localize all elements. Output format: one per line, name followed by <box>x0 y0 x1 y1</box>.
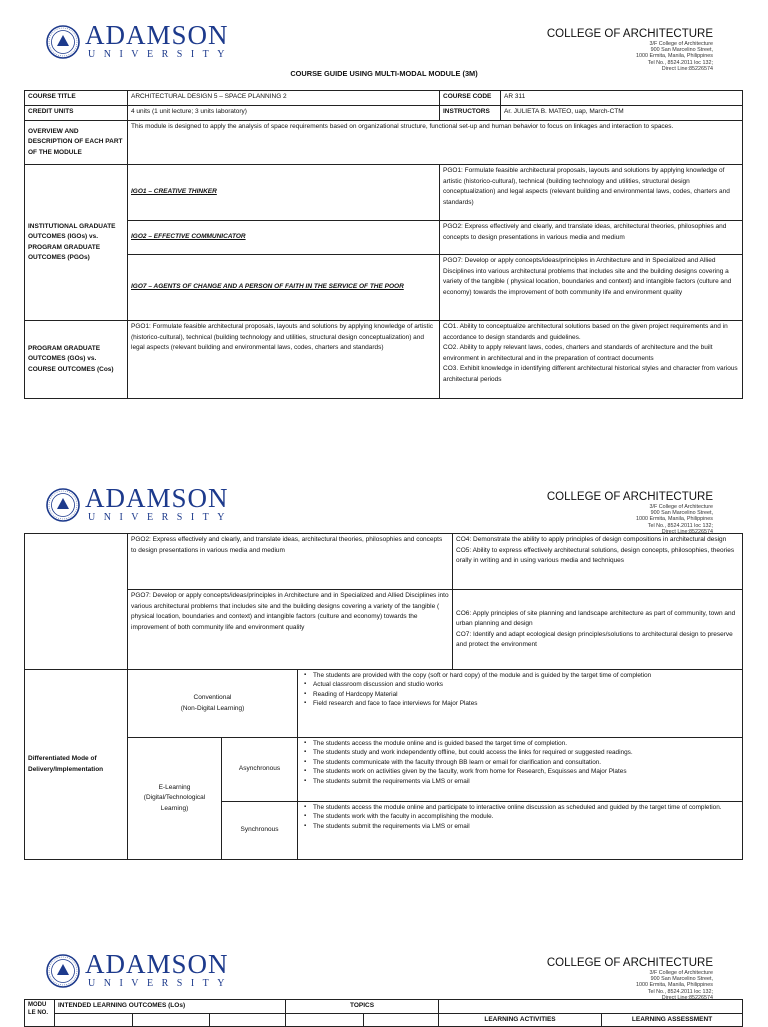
blank-label-cell <box>25 534 128 670</box>
address-line: 900 San Marcelino Street, <box>650 510 713 517</box>
co-line: CO6: Apply principles of site planning and landscape architecture as part of community, town and urban planning and design <box>456 609 736 627</box>
co-line: CO4: Demonstrate the ability to apply principles of design compositions in architectural design <box>456 536 727 543</box>
assessment-header: LEARNING ASSESSMENT <box>602 1013 743 1027</box>
conventional-sublabel: (Non-Digital Learning) <box>180 704 245 712</box>
list-item: ▪ The students submit the requirements via LMS or email <box>313 777 739 786</box>
address-line: 900 San Marcelino Street, <box>650 976 713 983</box>
address-line: 1000 Ermita, Manila, Philippines <box>635 982 713 989</box>
blank-cell <box>210 1013 286 1027</box>
list-item: ▪ The students access the module online and is guided based the target time of completion. <box>313 739 739 748</box>
course-outcomes <box>453 534 743 590</box>
address-line: Tel No., 8524.2011 loc 132; <box>647 988 713 995</box>
credit-units-label: CREDIT UNITS <box>25 106 128 121</box>
blank-header-cell <box>439 1000 743 1014</box>
module-no-header: MODU LE NO. <box>25 1000 55 1027</box>
list-item: ▪ The students work on activities given by the faculty, work from home for Research, Esquisses and Major Plates <box>313 767 739 776</box>
course-code-label: COURSE CODE <box>440 91 501 106</box>
logo-name: ADAMSON <box>85 20 229 50</box>
sync-list <box>301 803 739 831</box>
pgo-text: PGO7: Develop or apply concepts/ideas/principles in Architecture and in Specialized and Allied Disciplines into various architectural problems that includes site and the building designs covering a variety of the tangible ( physical location, boundaries and context) and intangible factors (culture and economy) towards the improvement of both community life and environment quality <box>128 590 453 670</box>
pgo-text: PGO2: Express effectively and clearly, and translate ideas, architectural theories, philosophies and concepts to design presentations in various media and medium <box>128 534 453 590</box>
sync-label: Synchronous <box>222 802 298 860</box>
conventional-label: Conventional <box>193 694 232 701</box>
address-line: 900 San Marcelino Street, <box>650 47 713 54</box>
document-title: COURSE GUIDE USING MULTI-MODAL MODULE (3M) <box>290 69 478 78</box>
blank-cell <box>364 1013 439 1027</box>
course-title-label: COURSE TITLE <box>25 91 128 106</box>
overview-text: This module is designed to apply the analysis of space requirements based on organizational structure, functional set-up and human behavior to focus on linkages and interaction to spaces. <box>128 121 743 165</box>
address-line: Direct Line:85226574 <box>661 65 713 72</box>
los-header: INTENDED LEARNING OUTCOMES (LOs) <box>55 1000 286 1014</box>
co-line: CO2. Ability to apply relevant laws, codes, charters and standards of architecture and the built environment in architectural and in the preparation of contract documents <box>443 344 713 362</box>
instructors-value: Ar. JULIETA B. MATEO, uap, March-CTM <box>501 106 743 121</box>
conventional-cell <box>128 670 298 738</box>
igo-cell <box>128 221 440 255</box>
course-outcomes <box>440 321 743 399</box>
address-line: 3/F College of Architecture <box>649 504 713 510</box>
activities-header: LEARNING ACTIVITIES <box>439 1013 602 1027</box>
list-item: ▪ The students submit the requirements via LMS or email <box>313 822 739 831</box>
igo-title: IGO1 – CREATIVE THINKER <box>131 188 217 196</box>
igo-title: IGO7 – AGENTS OF CHANGE AND A PERSON OF FAITH IN THE SERVICE OF THE POOR <box>131 283 404 291</box>
college-name: COLLEGE OF ARCHITECTURE <box>546 957 713 969</box>
college-block <box>547 957 713 1001</box>
sync-list-cell <box>298 802 743 860</box>
pgo-co-label: PROGRAM GRADUATE OUTCOMES (GOs) vs. COURSE OUTCOMES (Cos) <box>25 321 128 399</box>
list-item: ▪ Actual classroom discussion and studio works <box>313 680 739 689</box>
async-list-cell <box>298 738 743 802</box>
logo-name: ADAMSON <box>85 483 229 513</box>
igo-cell <box>128 165 440 221</box>
pgo-text: PGO1: Formulate feasible architectural proposals, layouts and solutions by applying knowledge of artistic (historico-cultural), technical (building technology and utilities, structural design conceptualization) and legal aspects (relevant building and environmental laws, codes, charters and standards) <box>128 321 440 399</box>
address-line: Tel No., 8524.2011 loc 132; <box>647 522 713 529</box>
course-outcomes <box>453 590 743 670</box>
conventional-list <box>301 671 739 709</box>
list-item: ▪ Reading of Hardcopy Material <box>313 690 739 699</box>
igo-title: IGO2 – EFFECTIVE COMMUNICATOR <box>131 233 246 241</box>
college-block <box>547 28 713 72</box>
course-title-value: ARCHITECTURAL DESIGN 5 – SPACE PLANNING 2 <box>128 91 440 106</box>
blank-cell <box>286 1013 364 1027</box>
pgo-text: PGO2: Express effectively and clearly, and translate ideas, architectural theories, philosophies and concepts to design presentations in various media and medium <box>440 221 743 255</box>
overview-label: OVERVIEW AND DESCRIPTION OF EACH PART OF THE MODULE <box>25 121 128 165</box>
list-item: ▪ Field research and face to face interviews for Major Plates <box>313 699 739 708</box>
logo-subtitle: UNIVERSITY <box>88 49 233 60</box>
course-code-value: AR 311 <box>501 91 743 106</box>
credit-units-value: 4 units (1 unit lecture; 3 units laboratory) <box>128 106 440 121</box>
blank-cell <box>55 1013 133 1027</box>
address-line: Direct Line:85226574 <box>661 994 713 1001</box>
list-item: ▪ The students access the module online and participate to interactive online discussion as scheduled and guided by the target time of completion. <box>313 803 739 812</box>
address-line: Direct Line:85226574 <box>661 528 713 535</box>
logo-name: ADAMSON <box>85 949 229 979</box>
logo-subtitle: UNIVERSITY <box>88 512 233 523</box>
page1-header <box>0 15 768 75</box>
list-item: ▪ The students work with the faculty in accomplishing the module. <box>313 812 739 821</box>
igo-label: INSTITUTIONAL GRADUATE OUTCOMES (IGOs) vs. PROGRAM GRADUATE OUTCOMES (PGOs) <box>25 165 128 321</box>
list-item: ▪ The students are provided with the copy (soft or hard copy) of the module and is guided by the target time of completion <box>313 671 739 680</box>
instructors-label: INSTRUCTORS <box>440 106 501 121</box>
elearning-label: E-Learning (Digital/Technological Learning) <box>128 738 222 860</box>
delivery-label: Differentiated Mode of Delivery/Implementation <box>25 670 128 860</box>
college-name: COLLEGE OF ARCHITECTURE <box>546 28 713 40</box>
university-seal-icon <box>46 25 80 59</box>
co-line: CO3. Exhibit knowledge in identifying different architectural historical styles and character from various architectural periods <box>443 365 738 383</box>
address-line: 3/F College of Architecture <box>649 970 713 976</box>
module-plan-table <box>24 999 743 1027</box>
page2-header <box>0 478 768 538</box>
university-logo <box>85 951 233 989</box>
address-line: 1000 Ermita, Manila, Philippines <box>635 53 713 60</box>
list-item: ▪ The students communicate with the faculty through BB learn or email for clarification and consultation. <box>313 758 739 767</box>
topics-header: TOPICS <box>286 1000 439 1014</box>
pgo-text: PGO1: Formulate feasible architectural proposals, layouts and solutions by applying knowledge of artistic (historico-cultural), technical (building technology and utilities, structural design conceptualization) and legal aspects (relevant building and environmental laws, codes, charters and standards) <box>440 165 743 221</box>
conventional-list-cell <box>298 670 743 738</box>
co-line: CO1. Ability to conceptualize architectural solutions based on the given project requirements and in accordance to design standards and guidelines. <box>443 323 728 341</box>
address-line: 1000 Ermita, Manila, Philippines <box>635 516 713 523</box>
list-item: ▪ The students study and work independently offline, but could access the links for required or suggested readings. <box>313 748 739 757</box>
address-line: Tel No., 8524.2011 loc 132; <box>647 59 713 66</box>
university-logo <box>85 22 233 60</box>
college-block <box>547 491 713 535</box>
outcomes-delivery-table <box>24 533 743 860</box>
igo-cell <box>128 255 440 321</box>
pgo-text: PGO7: Develop or apply concepts/ideas/principles in Architecture and in Specialized and Allied Disciplines into various architectural problems that includes site and the building designs covering a variety of the tangible ( physical location, boundaries and context) and intangible factors (culture and economy) towards the improvement of both community life and environment quality <box>440 255 743 321</box>
async-list <box>301 739 739 786</box>
university-seal-icon <box>46 488 80 522</box>
college-name: COLLEGE OF ARCHITECTURE <box>546 491 713 503</box>
course-info-table <box>24 90 743 399</box>
university-logo <box>85 485 233 523</box>
university-seal-icon <box>46 954 80 988</box>
address-line: 3/F College of Architecture <box>649 41 713 47</box>
co-line: CO7: Identify and adapt ecological design principles/solutions to architectural design to preserve and protect the environment <box>456 630 733 648</box>
page3-header <box>0 944 768 1004</box>
co-line: CO5: Ability to express effectively architectural solutions, design concepts, philosophies, theories orally in writing and in using various media and techniques <box>456 546 735 564</box>
logo-subtitle: UNIVERSITY <box>88 978 233 989</box>
async-label: Asynchronous <box>222 738 298 802</box>
blank-cell <box>133 1013 210 1027</box>
